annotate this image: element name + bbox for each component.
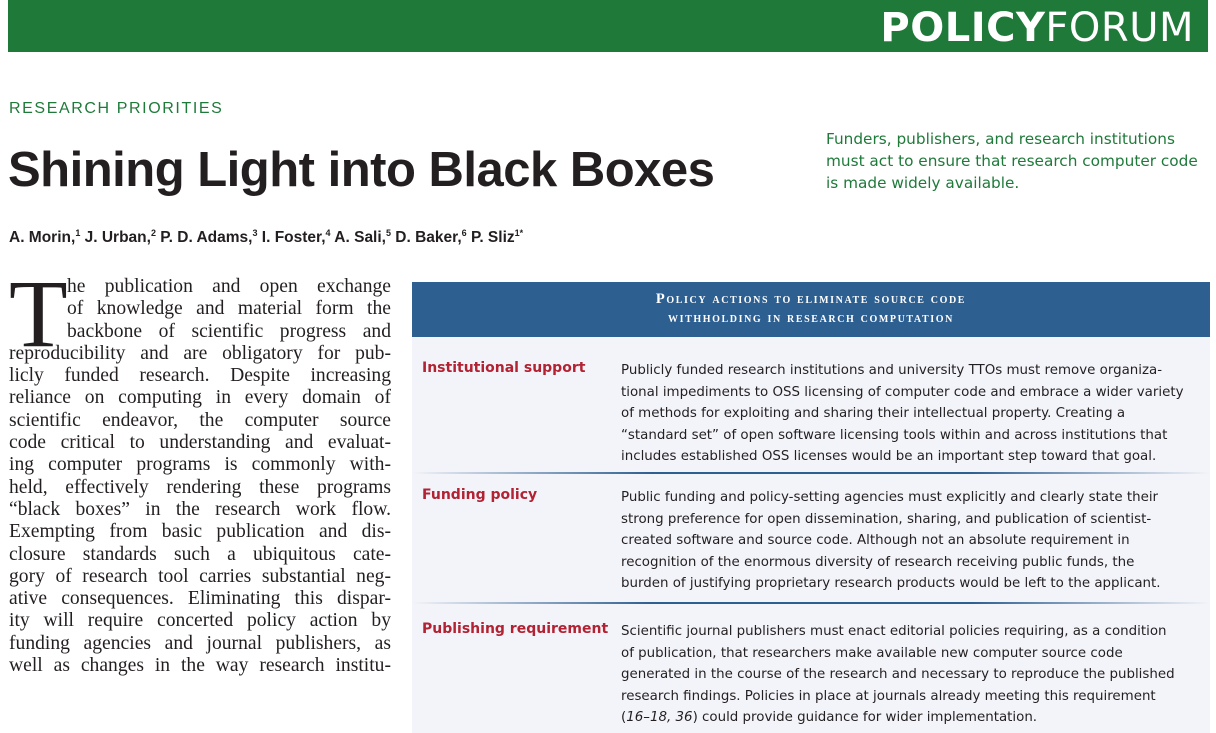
box-header-line: withholding in research computation xyxy=(668,310,954,326)
body-line: of knowledge and material form the xyxy=(67,298,391,320)
row-text-line: strong preference for open dissemination, sharing, and publication of scientist- xyxy=(621,511,1152,527)
row-text-line: burden of justifying proprietary research products would be left to the applicant. xyxy=(621,576,1161,592)
tagline-line: Funders, publishers, and research institutions xyxy=(826,130,1175,148)
body-line: ative consequences. Eliminating this dispar- xyxy=(9,588,391,610)
body-line: code critical to understanding and evaluat- xyxy=(9,432,391,454)
row-text-line: tional impediments to OSS licensing of computer code and embrace a wider variety xyxy=(621,384,1184,400)
ref-rest: ) could provide guidance for wider implementation. xyxy=(692,710,1038,726)
body-line: “black boxes” in the research work flow. xyxy=(9,498,391,520)
row-label: Funding policy xyxy=(422,487,538,503)
body-line: licly funded research. Despite increasing xyxy=(9,365,391,387)
reference-numbers: 16–18, 36 xyxy=(626,710,693,726)
row-text-line: of methods for exploiting and sharing their intellectual property. Creating a xyxy=(621,406,1126,422)
banner-title-bold: POLICY xyxy=(880,5,1046,51)
author-affiliation: 3 xyxy=(252,228,258,238)
row-text-line: includes established OSS licenses would be an important step toward that goal. xyxy=(621,449,1157,465)
author-name: D. Baker, xyxy=(391,229,462,247)
row-text xyxy=(621,621,1201,729)
body-line: ing computer programs is commonly with- xyxy=(9,454,391,476)
row-text-line: “standard set” of open software licensing tools within and across institutions that xyxy=(621,427,1168,443)
author-affiliation: 1 xyxy=(75,228,81,238)
banner-title xyxy=(880,5,1194,51)
body-line: backbone of scientific progress and xyxy=(67,320,391,342)
row-label: Institutional support xyxy=(422,360,586,376)
body-line: he publication and open exchange xyxy=(67,276,391,297)
body-line: closure standards such a ubiquitous cate- xyxy=(9,543,391,565)
author-affiliation: 4 xyxy=(325,228,331,238)
row-text xyxy=(621,487,1201,595)
author-affiliation: 2 xyxy=(150,228,156,238)
row-text-line: recognition of the enormous diversity of research receiving public funds, the xyxy=(621,554,1135,570)
row-text-line: Public funding and policy-setting agencies must explicitly and clearly state their xyxy=(621,490,1159,505)
box-header-line: Policy actions to eliminate source code xyxy=(655,291,967,307)
row-divider xyxy=(412,602,1210,604)
section-label: RESEARCH PRIORITIES xyxy=(9,100,224,117)
policy-actions-box xyxy=(412,282,1210,733)
body-line: funding agencies and journal publishers, as xyxy=(9,632,391,654)
row-text xyxy=(621,360,1201,468)
author-name: A. Morin, xyxy=(9,229,76,247)
body-line: Exempting from basic publication and dis- xyxy=(9,521,391,543)
author-affiliation: 6 xyxy=(461,228,467,238)
body-line: scientific endeavor, the computer source xyxy=(9,409,391,431)
article-tagline xyxy=(826,128,1211,194)
row-text-line xyxy=(621,707,1201,729)
author-affiliation: 5 xyxy=(385,228,391,238)
row-text-line: research findings. Policies in place at journals already meeting this requirement xyxy=(621,688,1156,704)
row-text-line: generated in the course of the research and necessary to reproduce the published xyxy=(621,667,1175,683)
box-header xyxy=(412,282,1210,337)
body-line: reproducibility and are obligatory for pub- xyxy=(9,342,391,364)
row-text-line: Publicly funded research institutions and university TTOs must remove organiza- xyxy=(621,363,1163,378)
body-line: reliance on computing in every domain of xyxy=(9,387,391,409)
author-name: P. Sliz xyxy=(466,229,515,247)
banner-title-light: FORUM xyxy=(1045,5,1194,51)
row-text-line: created software and source code. Although not an absolute requirement in xyxy=(621,533,1130,549)
tagline-line: must act to ensure that research computer code xyxy=(826,152,1198,170)
ref-open: ( xyxy=(621,710,627,726)
policy-forum-banner xyxy=(8,0,1208,52)
article-title: Shining Light into Black Boxes xyxy=(8,143,715,197)
body-line: held, effectively rendering these programs xyxy=(9,476,391,498)
author-name: P. D. Adams, xyxy=(155,229,253,247)
tagline-line: is made widely available. xyxy=(826,174,1020,192)
row-text-line: Scientific journal publishers must enact editorial policies requiring, as a condition xyxy=(621,624,1167,639)
drop-cap: T xyxy=(9,260,68,367)
author-name: I. Foster, xyxy=(257,229,326,247)
row-divider xyxy=(412,472,1210,474)
body-line: ity will require concerted policy action by xyxy=(9,610,391,632)
article-body xyxy=(9,260,391,677)
author-affiliation: 1* xyxy=(514,228,524,238)
body-line: gory of research tool carries substantial neg- xyxy=(9,565,391,587)
body-line: well as changes in the way research institu- xyxy=(9,655,391,677)
author-name: A. Sali, xyxy=(330,229,386,247)
row-text-line: of publication, that researchers make available new computer source code xyxy=(621,645,1123,661)
row-label: Publishing requirement xyxy=(422,621,609,637)
author-list xyxy=(9,228,523,247)
author-name: J. Urban, xyxy=(80,229,151,247)
